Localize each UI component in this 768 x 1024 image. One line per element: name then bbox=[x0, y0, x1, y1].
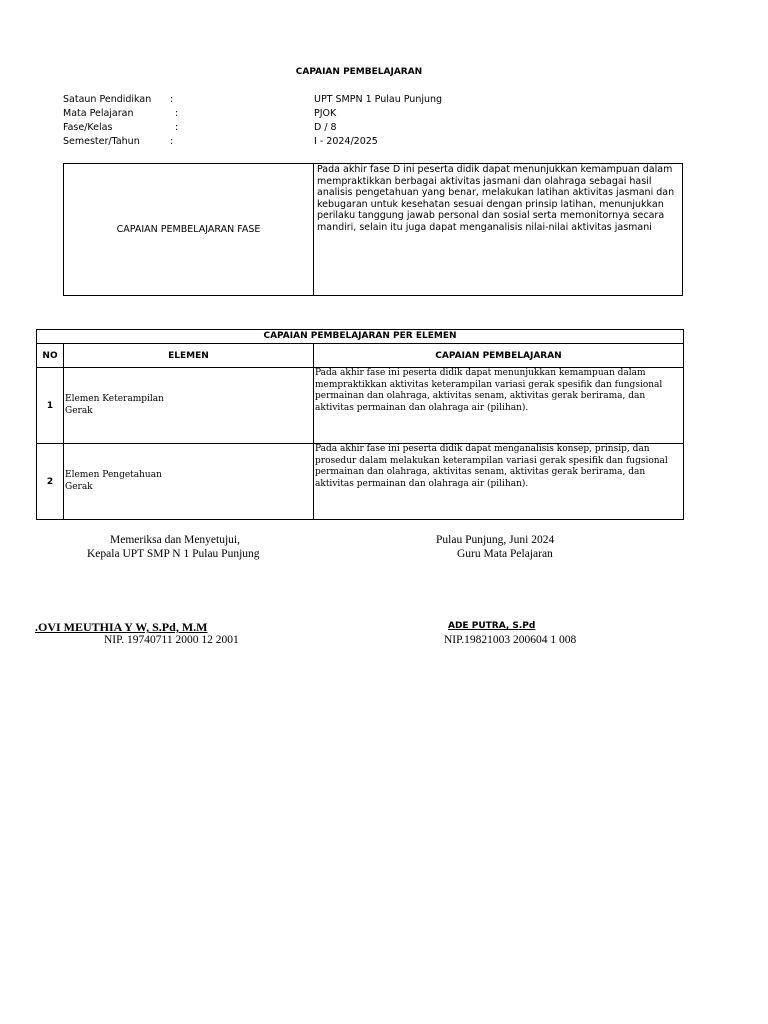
document-title: CAPAIAN PEMBELAJARAN bbox=[295, 67, 423, 77]
header-capaian: CAPAIAN PEMBELAJARAN bbox=[435, 350, 562, 361]
row-number: 2 bbox=[37, 444, 64, 519]
sig-right-line2: Guru Mata Pelajaran bbox=[457, 548, 553, 560]
element-table bbox=[36, 329, 684, 520]
element-description: Pada akhir fase ini peserta didik dapat menunjukkan kemampuan dalam mempraktikkan aktivitas keterampilan variasi gerak spesifik dan fungsional permainan dan olahraga, aktivitas senam, aktivitas gerak berirama, dan aktivitas permainan dan olahraga air (pilihan). bbox=[315, 368, 663, 414]
sig-left-name: .OVI MEUTHIA Y W, S.Pd, M.M bbox=[35, 620, 208, 634]
element-name bbox=[64, 368, 314, 443]
info-row-mata-pelajaran bbox=[63, 108, 563, 122]
info-value: D / 8 bbox=[314, 122, 337, 133]
info-colon: : bbox=[175, 108, 179, 119]
element-description: Pada akhir fase ini peserta didik dapat menganalisis konsep, prinsip, dan prosedur dalam melakukan keterampilan variasi gerak spesifik dan fugsional permainan dan olahraga, aktivitas senam, aktivitas gerak berirama, dan aktivitas permainan dan olahraga air (pilihan). bbox=[315, 444, 668, 490]
sig-left-line2: Kepala UPT SMP N 1 Pulau Punjung bbox=[87, 548, 260, 560]
header-no: NO bbox=[37, 344, 64, 367]
info-value: UPT SMPN 1 Pulau Punjung bbox=[314, 94, 443, 105]
sig-left-line1: Memeriksa dan Menyetujui, bbox=[110, 534, 240, 546]
info-label: Fase/Kelas bbox=[63, 122, 113, 133]
table-row bbox=[37, 444, 683, 519]
row-number: 1 bbox=[37, 368, 64, 443]
sig-right-line1: Pulau Punjung, Juni 2024 bbox=[436, 534, 555, 546]
element-name bbox=[64, 444, 314, 519]
info-row-fase-kelas bbox=[63, 122, 563, 136]
info-row-satuan bbox=[63, 94, 563, 108]
element-name-line: Elemen Keterampilan bbox=[65, 394, 164, 404]
info-value: PJOK bbox=[314, 108, 337, 119]
element-name-line: Gerak bbox=[65, 405, 93, 416]
table-row bbox=[37, 368, 683, 444]
info-colon: : bbox=[170, 136, 174, 147]
header-elemen: ELEMEN bbox=[64, 344, 314, 367]
info-label: Mata Pelajaran bbox=[63, 108, 134, 119]
info-colon: : bbox=[175, 122, 179, 133]
sig-right-name: ADE PUTRA, S.Pd bbox=[448, 621, 536, 631]
fase-description: Pada akhir fase D ini peserta didik dapat menunjukkan kemampuan dalam mempraktikkan berbagai aktivitas jasmani dan olahraga sebagai hasil analisis pengetahuan yang benar, melakukan latihan aktivitas jasmani dan kebugaran untuk kesehatan sesuai dengan prinsip latihan, menunjukkan perilaku tanggung jawab personal dan sosial serta memonitornya secara mandiri, selain itu juga dapat menganalisis nilai-nilai aktivitas jasmani bbox=[317, 164, 675, 233]
element-name-line: Elemen Pengetahuan bbox=[65, 470, 162, 480]
info-value: I - 2024/2025 bbox=[314, 136, 378, 147]
info-row-semester bbox=[63, 136, 563, 150]
info-label: Semester/Tahun bbox=[63, 136, 140, 147]
info-colon: : bbox=[170, 94, 174, 105]
element-table-title: CAPAIAN PEMBELAJARAN PER ELEMEN bbox=[37, 330, 683, 344]
fase-label: CAPAIAN PEMBELAJARAN FASE bbox=[64, 164, 314, 295]
fase-table bbox=[63, 163, 683, 296]
element-name-line: Gerak bbox=[65, 481, 93, 492]
sig-right-nip: NIP.19821003 200604 1 008 bbox=[444, 634, 577, 646]
info-label: Sataun Pendidikan bbox=[63, 94, 152, 105]
sig-left-nip: NIP. 19740711 2000 12 2001 bbox=[104, 634, 239, 646]
element-table-header bbox=[37, 344, 683, 368]
